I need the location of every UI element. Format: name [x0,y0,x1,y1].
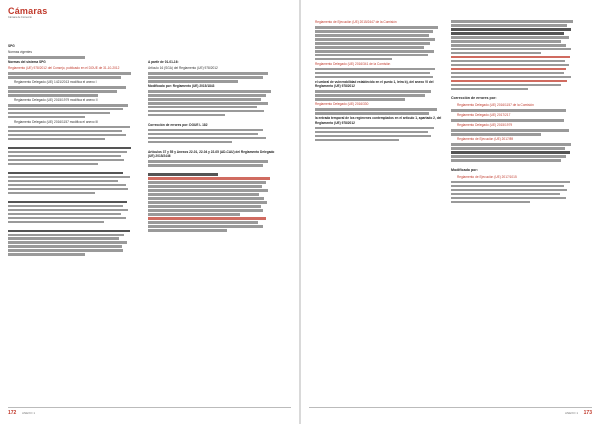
text-line [148,217,266,220]
text-line [8,155,121,158]
text-line [315,98,405,101]
text-line [451,143,571,146]
text-line [8,159,124,162]
text-line [148,106,257,109]
text-line [148,129,263,132]
text-line [148,141,232,144]
brand-logo [8,6,47,19]
lead-text: Normas vigentes [8,50,32,54]
text-line [451,64,569,67]
page-number: 172 [8,410,17,416]
text-line [148,80,238,83]
text-line [451,147,565,150]
text-line [315,26,438,29]
text-line [148,193,259,196]
text-line [8,201,127,204]
text-line [8,76,121,79]
text-line [8,230,130,233]
annex-label: ANEXO 1 [22,411,36,415]
text-line [8,126,130,129]
text-line [8,163,98,166]
text-line [451,72,564,75]
text-line [148,229,227,232]
text-line [451,28,571,31]
text-line [315,127,434,130]
text-line [148,94,266,97]
text-line [8,72,131,75]
annex-label: ANEXO 1 [564,411,578,415]
text-line [148,114,225,117]
text-line [451,181,570,184]
brand-tagline: Cámara de Comercio [8,16,32,19]
text-line [8,176,130,179]
section-label: SPG [8,44,15,48]
text-line [148,185,262,188]
text-line [148,225,263,228]
text-line [315,38,435,41]
page-footer [8,407,291,418]
text-line [148,102,268,105]
regulation-item: la entrada temporal de los regímenes contemplados en el artículo 1, apartado 2, del Reglamento (UE) 978/2012 [315,116,442,125]
text-line [451,84,561,87]
text-line [8,56,85,59]
regulation-item[interactable]: Modificado por: Reglamento (UE) 2015/1843 [148,83,215,88]
text-line [8,172,123,175]
text-line [8,108,123,111]
text-line [148,213,240,216]
text-line [8,205,123,208]
text-line [148,201,267,204]
text-line [451,76,571,79]
regulation-item[interactable]: Reglamento Delegado (UE) 1421/2013 modifica el anexo I [14,79,97,84]
text-line [451,24,567,27]
text-line [315,135,431,138]
regulation-item[interactable]: Reglamento Delegado (UE) 2016/1157 de la Comisión [457,103,534,108]
text-line [315,30,433,33]
regulation-item[interactable]: Reglamento Delegado (UE) 2016/341 de la Comisión [315,61,391,66]
text-line [315,139,399,142]
text-line [148,137,266,140]
text-line [451,159,561,162]
regulation-item[interactable]: Reglamento de Ejecución (UE) 2015/2447 de la Comisión [315,20,397,24]
text-line [315,131,428,134]
text-line [8,116,85,119]
text-line [148,205,261,208]
page-footer [309,407,592,418]
text-line [451,40,561,43]
regulation-item[interactable]: Corrección de errores por: DOUE L 182 [148,122,208,127]
regulation-item[interactable]: Reglamento (UE) 978/2012 del Consejo, publicado en el DOUE de 31-10-2012 [8,65,120,70]
text-line [148,98,261,101]
text-line [8,241,127,244]
right-page [301,0,600,424]
text-line [8,209,128,212]
text-line [315,42,430,45]
text-line [8,104,128,107]
left-page [0,0,299,424]
text-line [451,20,573,23]
text-line [451,36,569,39]
text-line [148,181,266,184]
text-line [315,34,429,37]
brand-name: Cámaras [8,6,48,16]
text-line [315,72,430,75]
text-line [8,90,117,93]
text-line [451,189,567,192]
text-line [8,184,126,187]
page-number: 173 [583,410,592,416]
regulation-item[interactable]: Reglamento Delegado (UE) 2017/217 [457,113,511,118]
text-line [8,213,121,216]
text-line [148,189,268,192]
text-line [451,68,566,71]
regulation-item[interactable]: Reglamento de Ejecución (UE) 2017/1015 [457,174,517,179]
regulation-item[interactable]: Reglamento de Ejecución (UE) 2017/89 [457,137,514,142]
text-line [315,58,392,61]
text-line [315,94,425,97]
text-line [451,52,541,55]
text-line [451,44,566,47]
regulation-item[interactable]: Artículos 37 y 55 y Anexos 22-01, 22-04 y 22-05 (AD-CAU) del Reglamento Delegado (UE) 2015/2446 [148,149,275,159]
text-line [451,193,560,196]
text-line [315,76,433,79]
text-line [315,46,424,49]
text-line [8,130,122,133]
text-line [451,201,530,204]
column-heading: Corrección de errores por: [451,96,497,101]
left-column-2 [148,60,276,233]
text-line [8,245,122,248]
regulation-item: el umbral de vulnerabilidad establecido en el punto 1, letra b), del anexo VI del Reglamento (UE) 978/2012 [315,79,434,89]
text-line [315,90,431,93]
text-line [451,48,571,51]
text-line [148,177,270,180]
text-line [8,112,110,115]
text-line [8,192,95,195]
text-line [451,133,541,136]
text-line [451,88,528,91]
text-line [8,134,126,137]
text-line [8,151,127,154]
text-line [451,197,566,200]
text-line [8,249,123,252]
text-line [451,155,566,158]
text-line [148,133,258,136]
text-line [315,112,429,115]
text-line [451,185,564,188]
text-line [8,237,119,240]
text-line [451,151,570,154]
text-line [451,109,566,112]
text-line [148,197,264,200]
text-line [8,94,98,97]
text-line [8,138,105,141]
text-line [148,221,258,224]
text-line [8,253,85,256]
text-line [148,173,218,176]
text-line [8,147,131,150]
text-line [8,234,124,237]
regulation-item[interactable]: Reglamento Delegado (UE) 2016/1157 modifica el anexo III [14,119,99,124]
text-line [8,86,126,89]
subhead: Normas del sistema SPG [8,59,46,64]
text-line [315,50,434,53]
text-line [148,90,271,93]
text-line [451,32,564,35]
column-subheading: Modificado por: [451,167,478,172]
text-line [451,80,567,83]
regulation-item[interactable]: Reglamento Delegado (UE) 2015/1979 [457,123,513,128]
right-column-1 [315,20,443,142]
column-heading: A partir de 01-01-16: [148,60,179,64]
text-line [451,60,565,63]
regulation-item[interactable]: Artículo 16 (SGA) del Reglamento (UE) 978/2012 [148,66,218,70]
text-line [315,68,435,71]
left-column-1 [8,44,136,257]
text-line [148,76,263,79]
text-line [148,160,268,163]
regulation-item[interactable]: Reglamento Delegado (UE) 2016/330 [315,102,369,107]
text-line [148,209,263,212]
text-line [451,56,570,59]
right-column-2 [451,20,579,205]
regulation-item[interactable]: Reglamento Delegado (UE) 2015/1979 modifica el anexo II [14,97,98,102]
text-line [148,72,268,75]
text-line [451,119,564,122]
text-line [451,129,569,132]
text-line [148,110,264,113]
text-line [8,221,104,224]
text-line [8,188,128,191]
text-line [315,54,428,57]
text-line [8,180,118,183]
text-line [8,217,126,220]
text-line [315,108,437,111]
text-line [148,164,263,167]
